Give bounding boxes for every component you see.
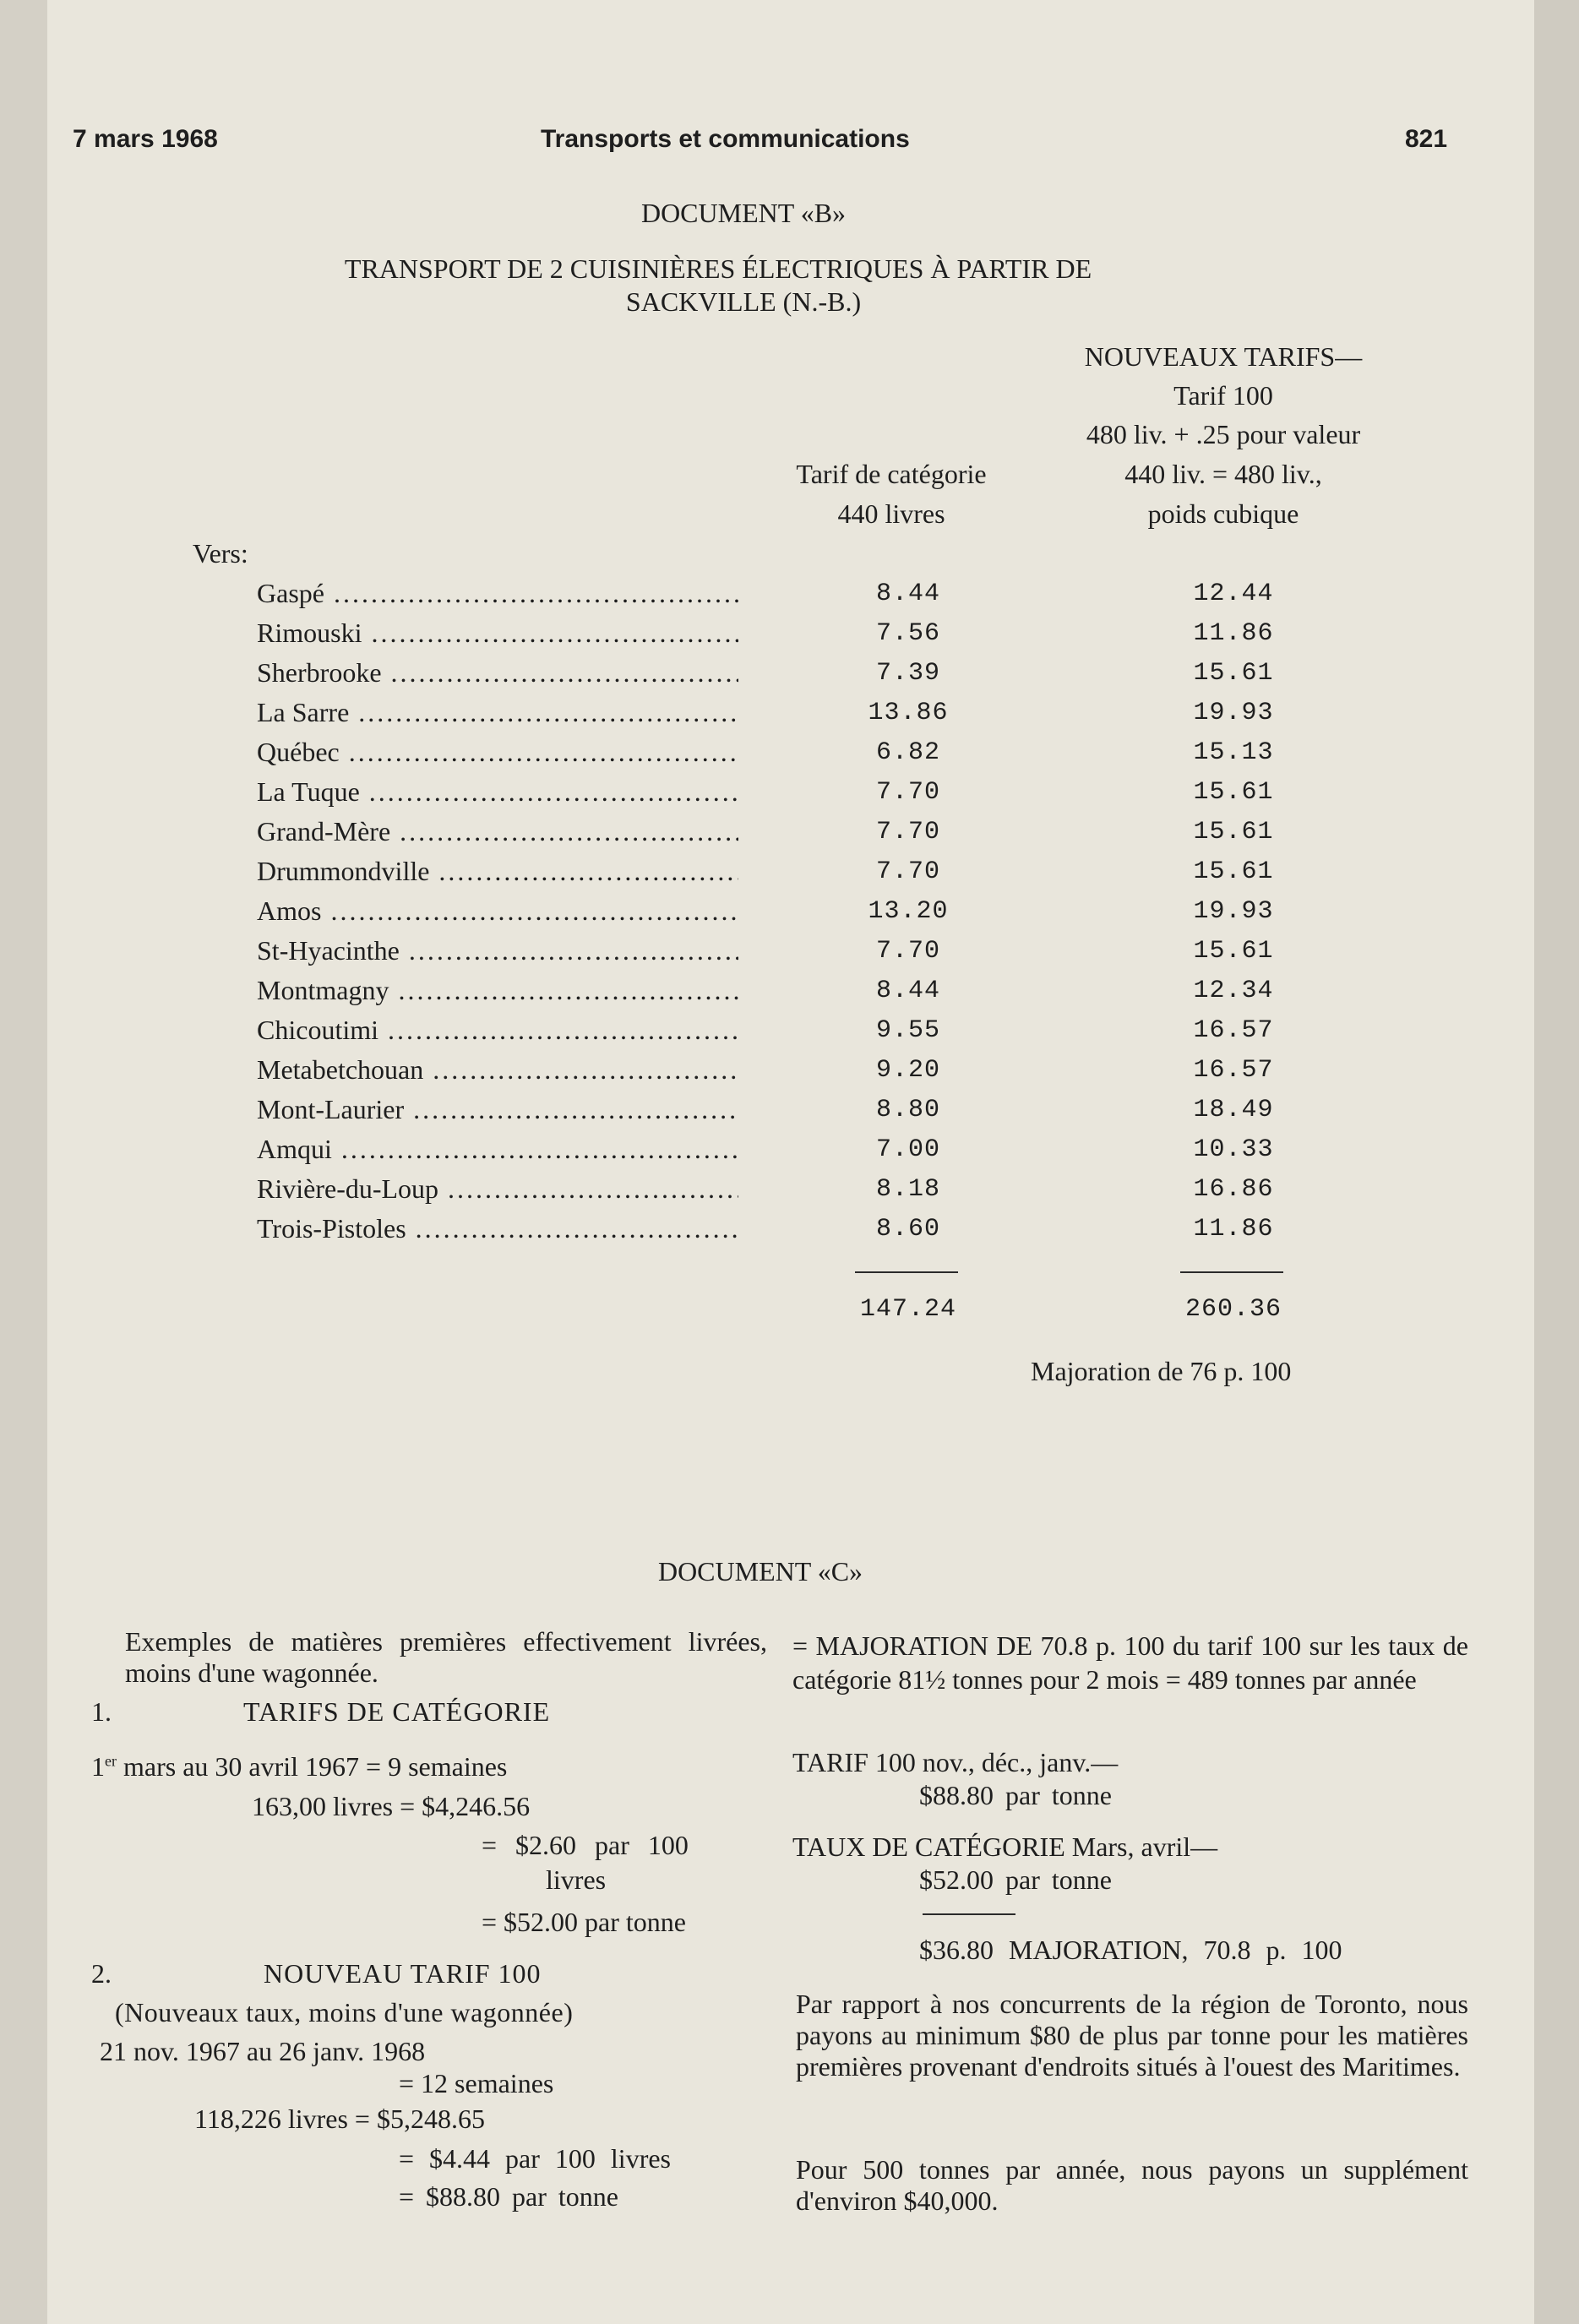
category-rate: 6.82 [875,738,940,767]
new-rate: 19.93 [1193,897,1274,926]
category-rate: 8.80 [875,1096,940,1124]
category-rate: 8.44 [875,977,940,1005]
new-rate: 15.13 [1193,738,1274,767]
new-rate: 15.61 [1193,778,1274,807]
section-2-weeks: = 12 semaines [399,2068,554,2098]
category-rate: 8.60 [875,1215,940,1244]
taux-categorie-line: TAUX DE CATÉGORIE Mars, avril— [792,1831,1218,1862]
section-1-weight: 163,00 livres = $4,246.56 [252,1791,531,1821]
totals-rule-category [855,1271,958,1273]
tarif-100-price: $88.80 par tonne [919,1780,1112,1810]
category-rate: 7.70 [875,937,940,966]
destination-name: St-Hyacinthe ..... [257,935,738,966]
category-rate: 7.00 [875,1135,940,1164]
new-rate: 12.44 [1193,580,1274,608]
section-1-number: 1. [91,1696,112,1727]
new-rate: 11.86 [1193,619,1274,648]
section-1-per-ton: = $52.00 par tonne [482,1907,686,1937]
tarif-100-line: TARIF 100 nov., déc., janv.— [792,1747,1119,1777]
destination-name: Québec ..... [257,737,738,768]
new-rate: 15.61 [1193,659,1274,688]
section-2-period: 21 nov. 1967 au 26 janv. 1968 [100,2036,426,2066]
page-edge-right [1534,0,1579,2324]
col-header-new-line: poids cubique [1147,498,1299,529]
header-page-number: 821 [1405,125,1448,153]
destination-name: Rivière-du-Loup ..... [257,1173,738,1205]
new-rate: 16.57 [1193,1016,1274,1045]
category-rate: 9.20 [875,1056,940,1085]
section-2-per-ton: = $88.80 par tonne [399,2181,618,2212]
doc-b-subtitle-line1: TRANSPORT DE 2 CUISINIÈRES ÉLECTRIQUES À PARTIR DE [344,253,1092,284]
destination-name: Sherbrooke ..... [257,657,738,688]
col-header-cat-line: 440 livres [837,498,945,529]
section-1-per-100: = $2.60 par 100 [482,1830,689,1860]
col-header-new-line: NOUVEAUX TARIFS— [1084,341,1363,372]
doc-c-title: DOCUMENT «C» [657,1556,863,1587]
header-date: 7 mars 1968 [73,125,218,153]
new-rate: 18.49 [1193,1096,1274,1124]
new-rate: 16.86 [1193,1175,1274,1204]
category-rate: 7.39 [875,659,940,688]
new-rate: 15.61 [1193,937,1274,966]
destination-name: La Sarre ..... [257,697,738,728]
category-rate: 8.18 [875,1175,940,1204]
supplement-paragraph: Pour 500 tonnes par année, nous payons un supplément d'environ $40,000. [796,2154,1468,2216]
category-rate: 7.56 [875,619,940,648]
category-rate: 13.86 [868,699,949,727]
new-rate: 10.33 [1193,1135,1274,1164]
new-rate: 19.93 [1193,699,1274,727]
destination-name: Metabetchouan ..... [257,1054,738,1086]
section-1-title: TARIFS DE CATÉGORIE [243,1696,551,1727]
new-rate: 15.61 [1193,857,1274,886]
destination-name: Trois-Pistoles ..... [257,1213,738,1244]
competitors-paragraph: Par rapport à nos concurrents de la région de Toronto, nous payons au minimum $80 de plus par tonne pour les matières premières provenant d'endroits situés à l'ouest des Maritimes. [796,1989,1468,2082]
destination-name: Chicoutimi ..... [257,1015,738,1046]
category-rate: 8.44 [875,580,940,608]
new-rate: 11.86 [1193,1215,1274,1244]
new-rate: 12.34 [1193,977,1274,1005]
doc-c-majoration-paragraph: = MAJORATION DE 70.8 p. 100 du tarif 100 sur les taux de catégorie 81½ tonnes pour 2 mois = 489 tonnes par année [792,1630,1468,1695]
destination-name: La Tuque ..... [257,776,738,808]
destination-name: Gaspé ..... [257,578,738,609]
section-2-title: NOUVEAU TARIF 100 [264,1958,542,1989]
majoration-rule [923,1913,1015,1915]
col-header-new-line: 480 liv. + .25 pour valeur [1086,419,1361,449]
header-section: Transports et communications [541,125,910,153]
section-1-livres: livres [546,1864,607,1895]
category-rate: 9.55 [875,1016,940,1045]
category-rate: 13.20 [868,897,949,926]
destination-name: Montmagny ..... [257,975,738,1006]
destination-name: Rimouski ..... [257,618,738,649]
destination-name: Mont-Laurier ..... [257,1094,738,1125]
ordinal-suffix: er [105,1752,117,1770]
section-1-period-text: mars au 30 avril 1967 = 9 semaines [116,1751,508,1782]
col-header-cat-line: Tarif de catégorie [796,459,987,489]
new-rate: 16.57 [1193,1056,1274,1085]
col-header-new-line: 440 liv. = 480 liv., [1124,459,1322,489]
page-edge-left [0,0,47,2324]
total-new: 260.36 [1184,1295,1282,1324]
vers-label: Vers: [193,538,248,569]
col-header-new-line: Tarif 100 [1173,380,1273,411]
section-1-period: 1er mars au 30 avril 1967 = 9 semaines [91,1751,508,1782]
taux-categorie-price: $52.00 par tonne [919,1864,1112,1895]
section-2-weight: 118,226 livres = $5,248.65 [194,2104,485,2134]
section-2-per-100: = $4.44 par 100 livres [399,2143,671,2174]
destination-name: Grand-Mère ..... [257,816,738,847]
section-2-subtitle: (Nouveaux taux, moins d'une wagonnée) [115,1997,574,2027]
new-rate: 15.61 [1193,818,1274,846]
totals-rule-new [1180,1271,1283,1273]
destination-name: Drummondville ..... [257,856,738,887]
majoration-amount: $36.80 MAJORATION, 70.8 p. 100 [919,1935,1342,1965]
majoration-note: Majoration de 76 p. 100 [1031,1356,1292,1386]
doc-b-subtitle-line2: SACKVILLE (N.-B.) [625,286,862,317]
doc-c-intro: Exemples de matières premières effectivement livrées, moins d'une wagonnée. [125,1626,767,1688]
category-rate: 7.70 [875,778,940,807]
category-rate: 7.70 [875,857,940,886]
doc-b-title: DOCUMENT «B» [640,198,847,228]
section-2-number: 2. [91,1958,112,1989]
category-rate: 7.70 [875,818,940,846]
total-category: 147.24 [859,1295,957,1324]
destination-name: Amqui ..... [257,1134,738,1165]
destination-name: Amos ..... [257,895,738,927]
